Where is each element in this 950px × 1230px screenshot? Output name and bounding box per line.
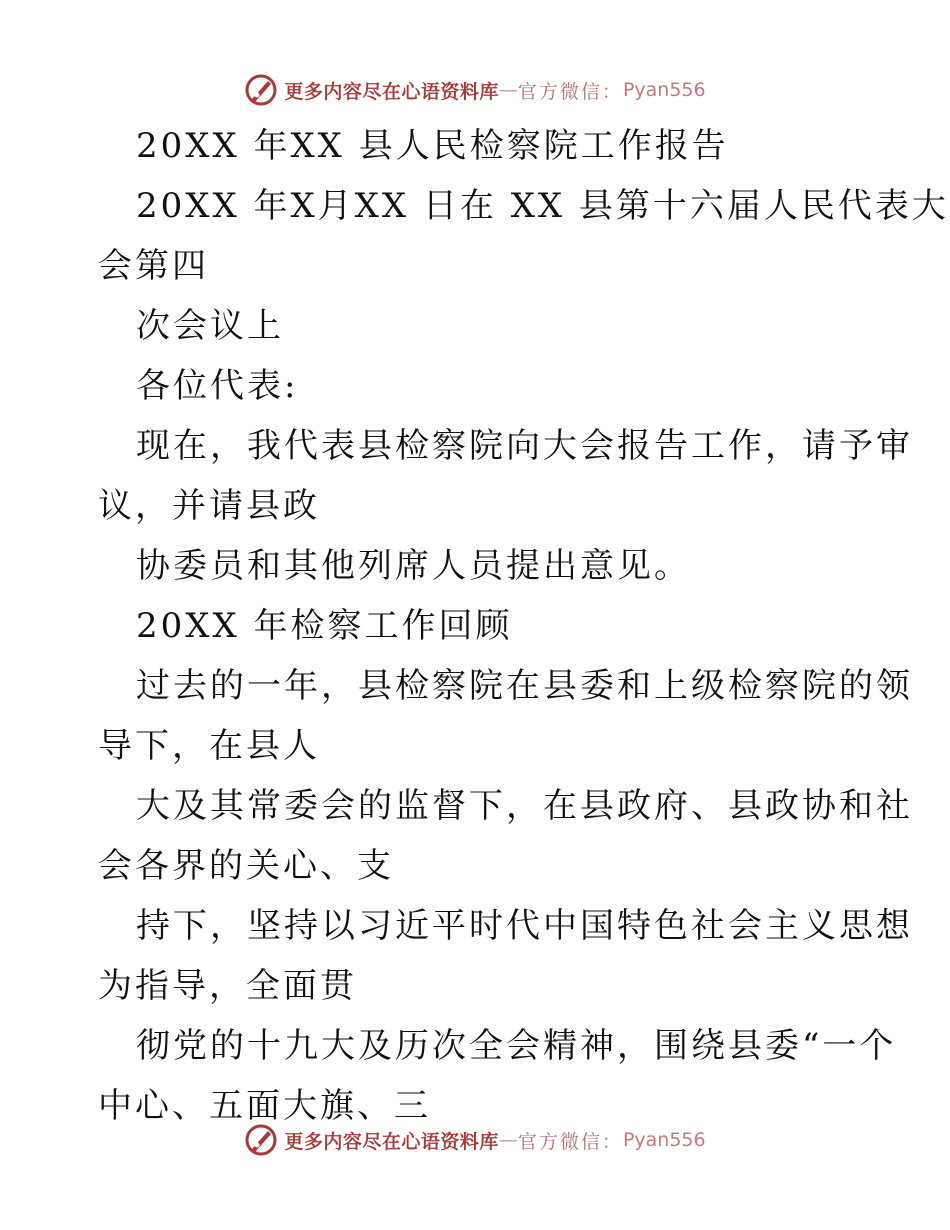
text-line: 现在，我代表县检察院向大会报告工作，请予审 <box>136 426 913 466</box>
text-line: 20XX 年检察工作回顾 <box>136 606 513 646</box>
text-line: 持下，坚持以习近平时代中国特色社会主义思想 <box>136 906 913 946</box>
watermark-wechat-id: Pyan556 <box>622 79 706 101</box>
text-line: 次会议上 <box>136 306 284 346</box>
text-line: 各位代表: <box>136 366 299 406</box>
watermark-wechat-id: Pyan556 <box>622 1129 706 1151</box>
text-line: 议，并请县政 <box>98 486 320 526</box>
text-line: 彻党的十九大及历次全会精神，围绕县委“一个 <box>136 1026 897 1066</box>
watermark-wechat-label: 官方微信： <box>517 80 623 103</box>
text-line: 20XX 年X月XX 日在 XX 县第十六届人民代表大 <box>136 186 949 226</box>
header-watermark <box>0 70 950 110</box>
footer-watermark <box>0 1120 950 1160</box>
text-line: 20XX 年XX 县人民检察院工作报告 <box>136 126 729 166</box>
watermark-dash: — <box>498 1129 518 1151</box>
watermark-dash: — <box>498 79 518 101</box>
text-line: 过去的一年，县检察院在县委和上级检察院的领 <box>136 666 913 706</box>
text-line: 中心、五面大旗、三 <box>98 1086 431 1126</box>
text-line: 导下，在县人 <box>98 726 320 766</box>
text-line: 协委员和其他列席人员提出意见。 <box>136 546 691 586</box>
text-line: 大及其常委会的监督下，在县政府、县政协和社 <box>136 786 913 826</box>
document-body <box>98 116 949 1136</box>
watermark-wechat-label: 官方微信： <box>517 1130 623 1153</box>
watermark-main-text: 更多内容尽在心语资料库 <box>284 80 499 103</box>
pen-logo-icon <box>244 73 278 107</box>
text-line: 会各界的关心、支 <box>98 846 394 886</box>
text-line: 会第四 <box>98 246 209 286</box>
pen-logo-icon <box>244 1123 278 1157</box>
watermark-main-text: 更多内容尽在心语资料库 <box>284 1130 499 1153</box>
text-line: 为指导，全面贯 <box>98 966 357 1006</box>
